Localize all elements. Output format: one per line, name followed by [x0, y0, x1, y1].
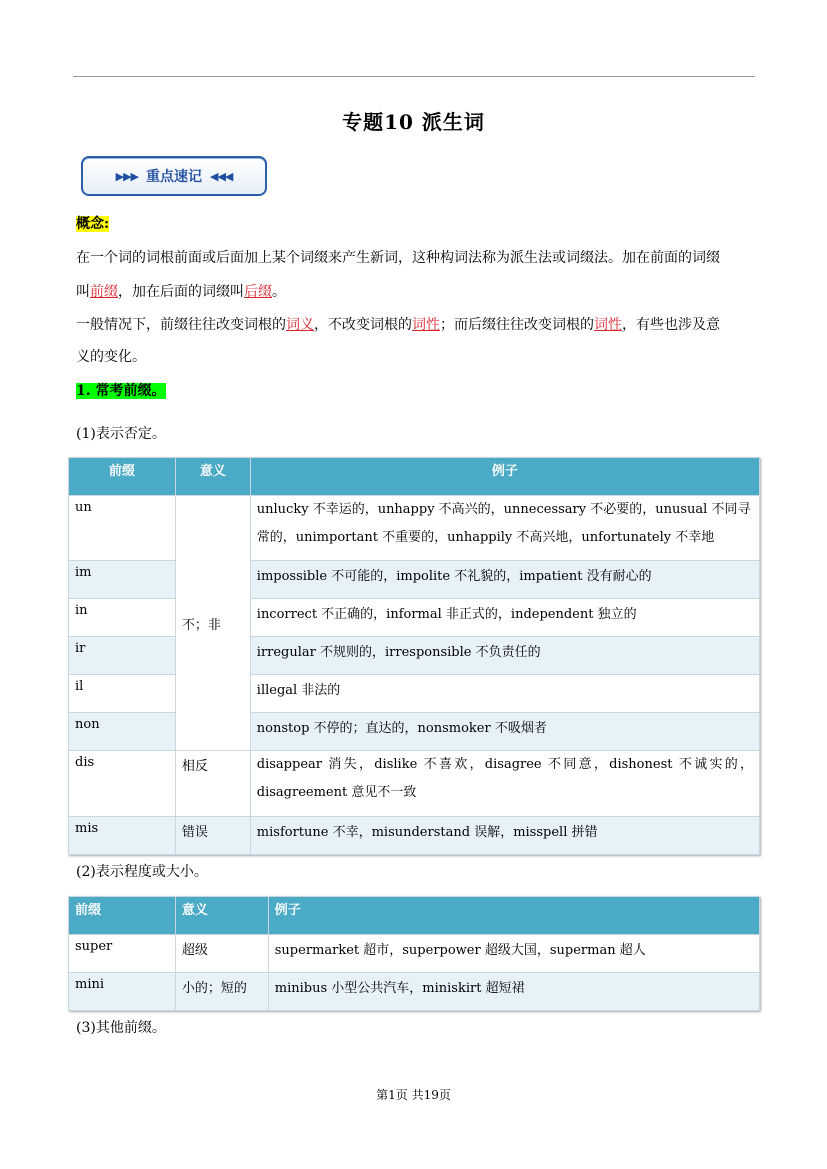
table-header-row: [69, 458, 760, 496]
header-meaning: 意义: [175, 458, 250, 496]
prefix-cell: ir: [69, 637, 176, 675]
meaning-cell: 错误: [175, 817, 250, 855]
example-cell: minibus 小型公共汽车，miniskirt 超短裙: [268, 973, 759, 1011]
text: ，不改变词根的: [314, 317, 412, 333]
table-row: [69, 935, 760, 973]
prefix-cell: super: [69, 935, 176, 973]
paragraph-1-line-1: 在一个词的词根前面或后面加上某个词缀来产生新词，这种构词法称为派生法或词缀法。加在前面的词缀: [76, 250, 720, 266]
table-row: [69, 599, 760, 637]
prefix-cell: mis: [69, 817, 176, 855]
text: 一般情况下，前缀往往改变词根的: [76, 317, 286, 333]
prefix-cell: in: [69, 599, 176, 637]
prefix-cell: dis: [69, 751, 176, 817]
section-1-heading-line: [76, 381, 166, 401]
header-rule: [73, 76, 755, 77]
table-row: [69, 713, 760, 751]
term-meaning: 词义: [286, 317, 314, 333]
table-row: [69, 751, 760, 817]
meaning-cell: 超级: [175, 935, 268, 973]
header-meaning: 意义: [175, 897, 268, 935]
text: 。: [272, 284, 286, 300]
concept-label: 概念:: [76, 216, 110, 232]
term-prefix: 前缀: [90, 284, 118, 300]
table-row: [69, 675, 760, 713]
table-header-row: [69, 897, 760, 935]
prefix-cell: non: [69, 713, 176, 751]
example-cell: incorrect 不正确的，informal 非正式的，independent 独立的: [250, 599, 759, 637]
prefix-cell: mini: [69, 973, 176, 1011]
text: ，有些也涉及意: [622, 317, 720, 333]
section-1-heading: 1. 常考前缀。: [76, 383, 166, 399]
key-points-banner: [81, 156, 267, 196]
header-example: 例子: [268, 897, 759, 935]
table-row: [69, 973, 760, 1011]
degree-prefix-table: [68, 896, 760, 1011]
subheading-degree: (2)表示程度或大小。: [76, 864, 208, 880]
prefix-cell: im: [69, 561, 176, 599]
table-row: [69, 637, 760, 675]
example-cell: supermarket 超市，superpower 超级大国，superman 超人: [268, 935, 759, 973]
header-prefix: 前缀: [69, 458, 176, 496]
term-pos: 词性: [412, 317, 440, 333]
term-pos: 词性: [594, 317, 622, 333]
meaning-cell-merged: 不；非: [175, 496, 250, 751]
term-suffix: 后缀: [244, 284, 272, 300]
page-title: 专题10 派生词: [342, 110, 485, 134]
example-cell: irregular 不规则的，irresponsible 不负责任的: [250, 637, 759, 675]
paragraph-2-line-2: 义的变化。: [76, 349, 146, 365]
example-cell: nonstop 不停的；直达的，nonsmoker 不吸烟者: [250, 713, 759, 751]
prefix-cell: il: [69, 675, 176, 713]
subheading-other: (3)其他前缀。: [76, 1020, 166, 1036]
meaning-cell: 小的；短的: [175, 973, 268, 1011]
table-row: [69, 561, 760, 599]
concept-label-line: [76, 214, 109, 234]
right-arrows-icon: ▶▶▶: [115, 169, 138, 183]
text: ，加在后面的词缀叫: [118, 284, 244, 300]
header-example: 例子: [250, 458, 759, 496]
paragraph-2-line-1: [76, 315, 720, 335]
prefix-cell: un: [69, 496, 176, 561]
table-row: [69, 496, 760, 561]
text: 叫: [76, 284, 90, 300]
meaning-cell: 相反: [175, 751, 250, 817]
header-prefix: 前缀: [69, 897, 176, 935]
example-cell: impossible 不可能的，impolite 不礼貌的，impatient 没有耐心的: [250, 561, 759, 599]
banner-text: 重点速记: [146, 169, 202, 185]
paragraph-1-line-2: [76, 282, 286, 302]
example-cell: disappear 消失，dislike 不喜欢，disagree 不同意，dishonest 不诚实的，disagreement 意见不一致: [250, 751, 759, 817]
subheading-negation: (1)表示否定。: [76, 426, 166, 442]
example-cell: misfortune 不幸，misunderstand 误解，misspell 拼错: [250, 817, 759, 855]
negation-prefix-table: [68, 457, 760, 855]
page-footer: 第1页 共19页: [376, 1088, 451, 1102]
text: ；而后缀往往改变词根的: [440, 317, 594, 333]
example-cell: illegal 非法的: [250, 675, 759, 713]
example-cell: unlucky 不幸运的，unhappy 不高兴的，unnecessary 不必要的，unusual 不同寻常的，unimportant 不重要的，unhappily 不高兴地，unfortunately 不幸地: [250, 496, 759, 561]
table-row: [69, 817, 760, 855]
left-arrows-icon: ◀◀◀: [210, 169, 233, 183]
